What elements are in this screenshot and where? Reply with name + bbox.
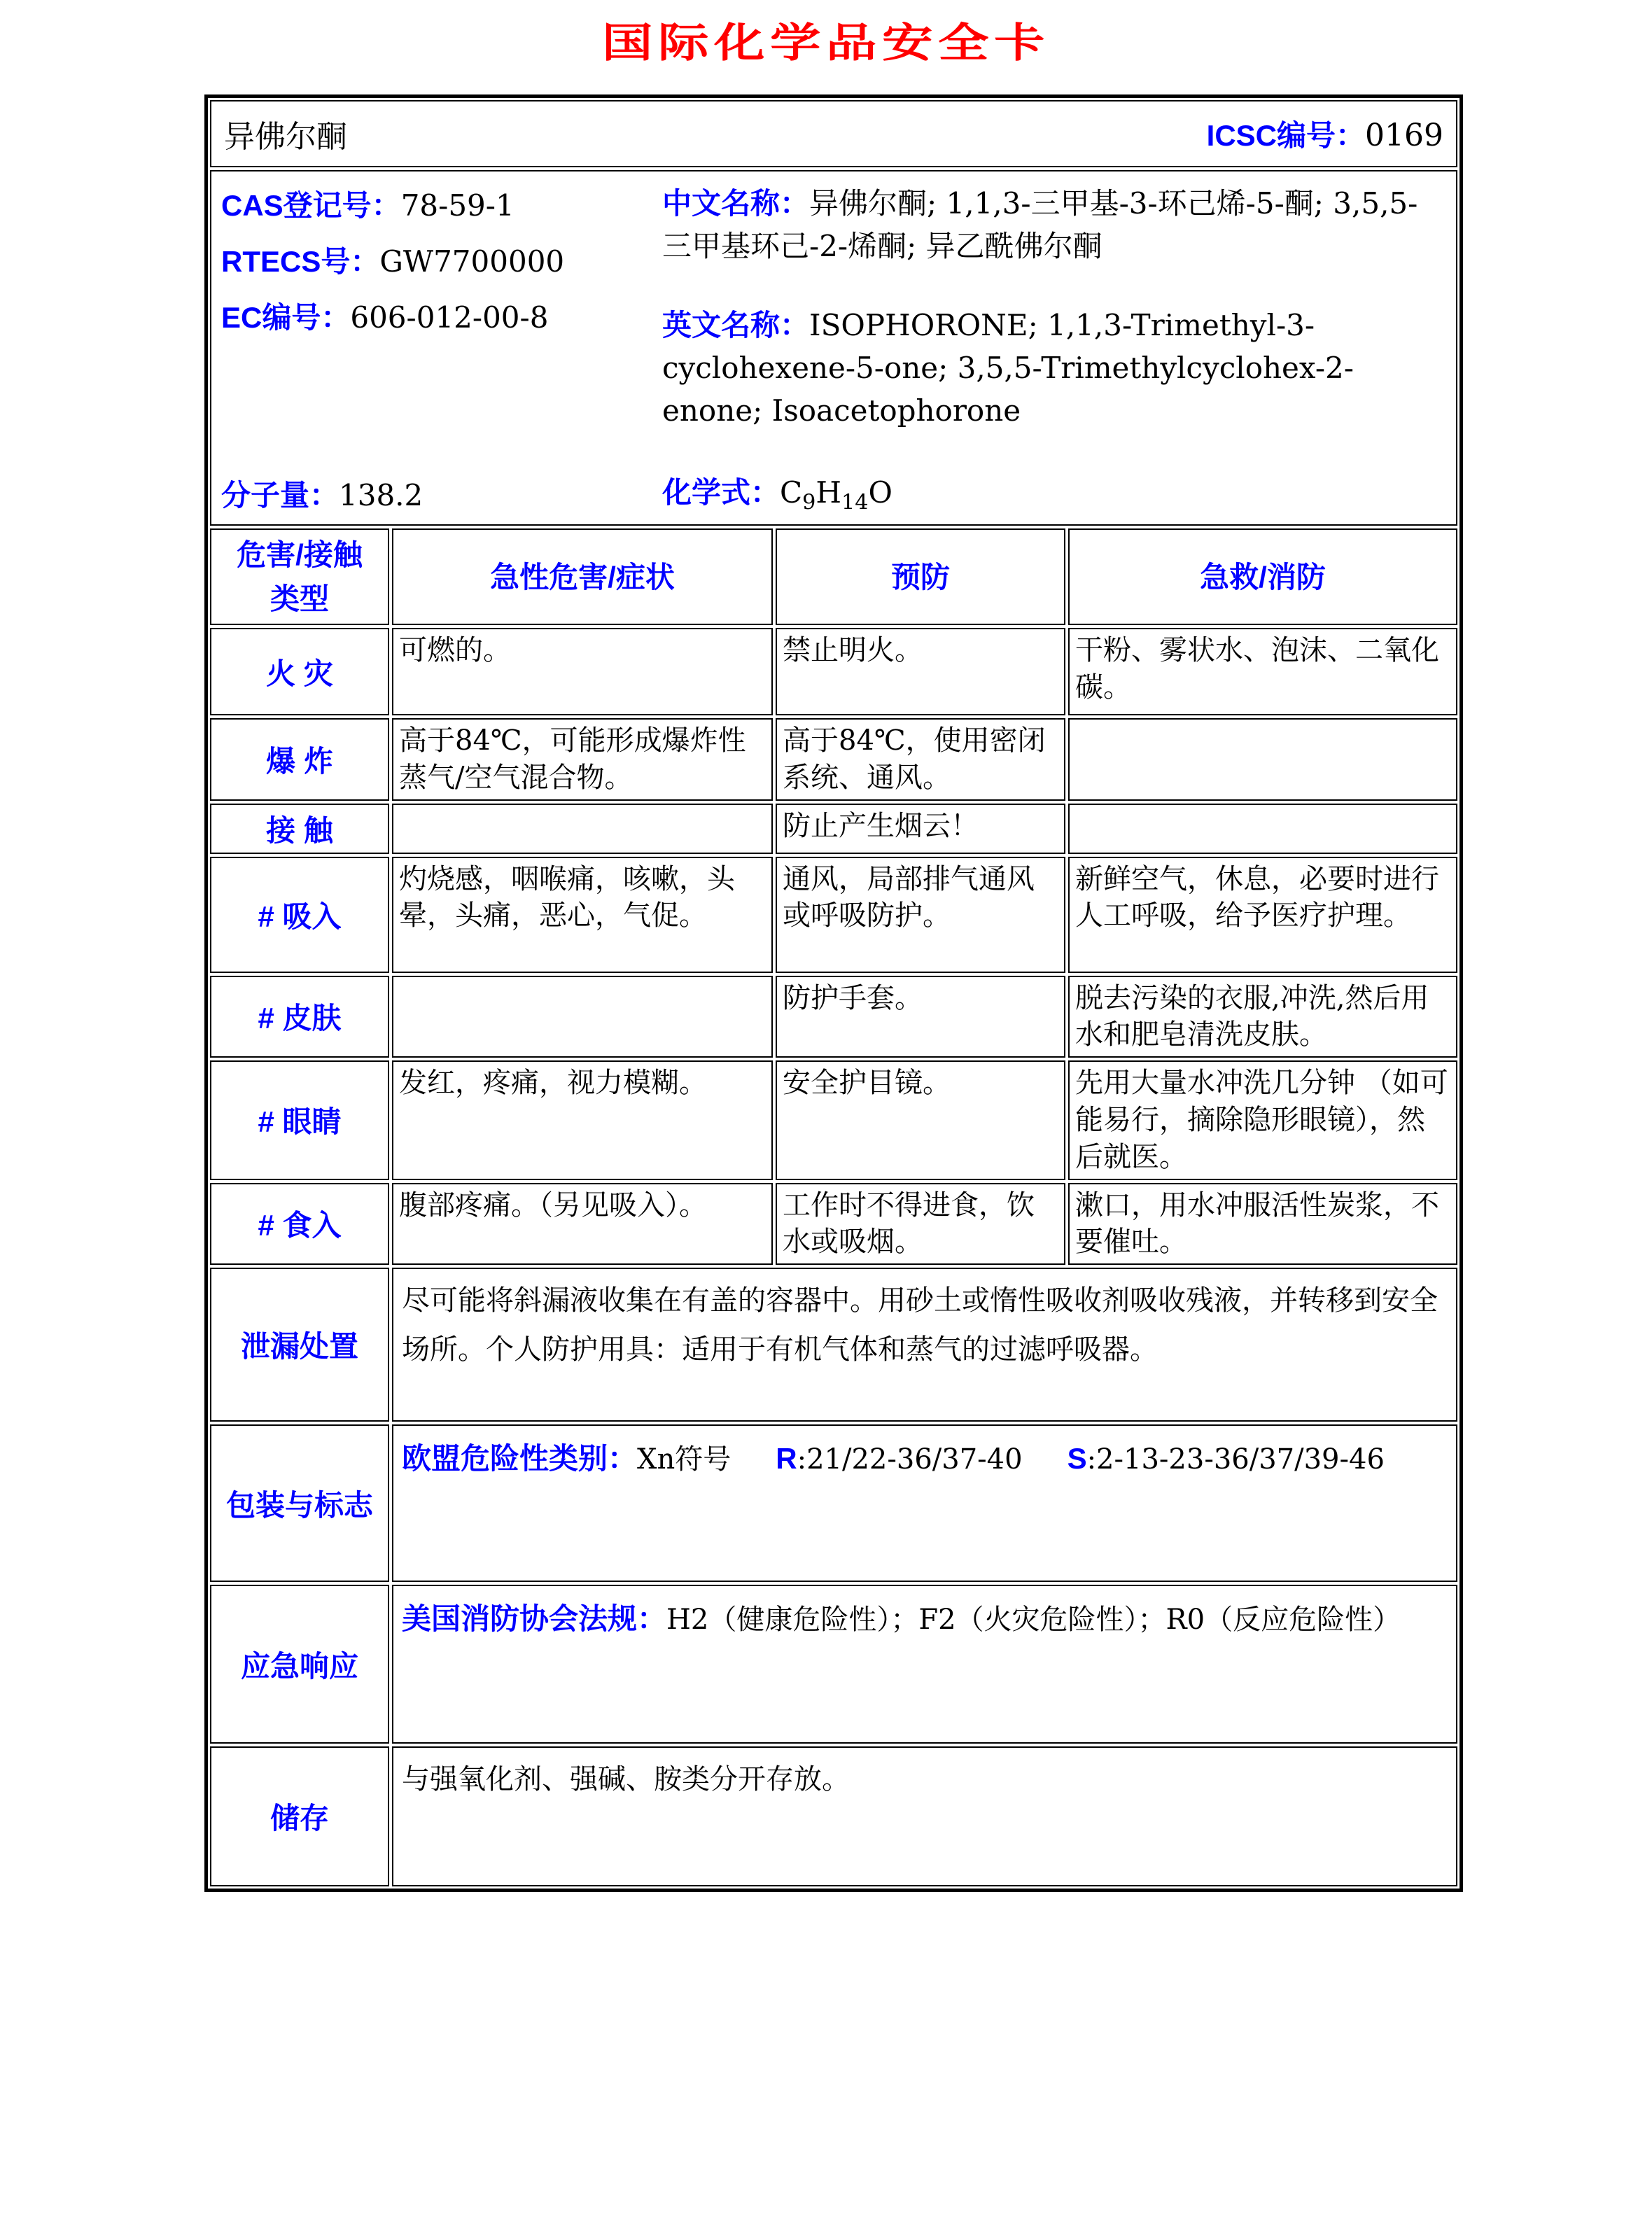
- fire-firstaid-cell: 干粉、雾状水、泡沫、二氧化碳。: [1068, 628, 1457, 715]
- s-phrases-value: :2-13-23-36/37/39-46: [1086, 1443, 1385, 1476]
- r-phrases-value: :21/22-36/37-40: [797, 1443, 1023, 1476]
- packaging-labelling-content: [392, 1424, 1457, 1582]
- emergency-response-content: [392, 1585, 1457, 1744]
- explosion-symptoms-cell: 高于84℃，可能形成爆炸性蒸气/空气混合物。: [392, 718, 773, 801]
- hazard-row-ingestion: [210, 1183, 1457, 1266]
- fire-prevention-cell: 禁止明火。: [776, 628, 1065, 715]
- s-phrases-label: S: [1067, 1442, 1087, 1476]
- section-row-storage: [210, 1746, 1457, 1886]
- exposure-firstaid-cell: [1068, 804, 1457, 854]
- r-phrases-label: R: [776, 1442, 797, 1476]
- skin-type-label: # 皮肤: [210, 976, 389, 1058]
- eyes-type-label: # 眼睛: [210, 1060, 389, 1179]
- chemical-formula-line: [662, 470, 1446, 514]
- cas-number-label: CAS登记号：: [221, 189, 401, 222]
- english-name-paragraph: [662, 304, 1446, 433]
- hazard-row-explosion: [210, 718, 1457, 801]
- english-name-value: ISOPHORONE; 1,1,3-Trimethyl-3-cyclohexene-5-one; 3,5,5-Trimethylcyclohex-2-enone; Isoacetophorone: [662, 307, 1354, 428]
- chemical-formula-value: $C_9H_{14}O$: [780, 475, 892, 514]
- skin-prevention-cell: 防护手套。: [776, 976, 1065, 1058]
- ec-number-value: 606-012-00-8: [350, 300, 549, 335]
- substance-header-row: [210, 100, 1457, 167]
- emergency-response-label: 应急响应: [210, 1585, 389, 1744]
- molecular-weight-value: 138.2: [339, 478, 424, 512]
- explosion-firstaid-cell: [1068, 718, 1457, 801]
- ingestion-type-label: # 食入: [210, 1183, 389, 1266]
- identification-cell: [210, 170, 1457, 526]
- hazard-row-eyes: [210, 1060, 1457, 1179]
- inhalation-symptoms-cell: 灼烧感，咽喉痛，咳嗽，头晕，头痛，恶心，气促。: [392, 857, 773, 973]
- eyes-symptoms-cell: 发红，疼痛，视力模糊。: [392, 1060, 773, 1179]
- molecular-weight-label: 分子量：: [221, 479, 340, 512]
- safety-card-table: [204, 94, 1463, 1892]
- section-row-spill-disposal: [210, 1268, 1457, 1422]
- storage-content: 与强氧化剂、强碱、胺类分开存放。: [392, 1746, 1457, 1886]
- page-title: 国际化学品安全卡: [601, 20, 1050, 66]
- substance-names: [662, 183, 1446, 517]
- chinese-name-paragraph: [662, 183, 1446, 268]
- cas-number-line: [221, 183, 662, 225]
- icsc-number-value: 0169: [1365, 118, 1443, 153]
- rtecs-number-line: [221, 239, 662, 281]
- inhalation-type-label: # 吸入: [210, 857, 389, 973]
- hazard-row-inhalation: [210, 857, 1457, 973]
- hazard-row-exposure: [210, 804, 1457, 854]
- inhalation-firstaid-cell: 新鲜空气，休息，必要时进行人工呼吸，给予医疗护理。: [1068, 857, 1457, 973]
- cas-number-value: 78-59-1: [400, 188, 514, 223]
- explosion-type-label: 爆 炸: [210, 718, 389, 801]
- substance-header-cell: [210, 100, 1457, 167]
- exposure-prevention-cell: 防止产生烟云！: [776, 804, 1065, 854]
- inhalation-prevention-cell: 通风，局部排气通风或呼吸防护。: [776, 857, 1065, 973]
- icsc-number-group: [1207, 113, 1443, 155]
- section-row-packaging-labelling: [210, 1424, 1457, 1582]
- fire-symptoms-cell: 可燃的。: [392, 628, 773, 715]
- ingestion-prevention-cell: 工作时不得进食，饮水或吸烟。: [776, 1183, 1065, 1266]
- spill-disposal-content: 尽可能将斜漏液收集在有盖的容器中。用砂土或惰性吸收剂吸收残液，并转移到安全场所。个人防护用具：适用于有机气体和蒸气的过滤呼吸器。: [392, 1268, 1457, 1422]
- spill-disposal-label: 泄漏处置: [210, 1268, 389, 1422]
- exposure-symptoms-cell: [392, 804, 773, 854]
- registry-numbers: [221, 183, 662, 517]
- header-prevention: 预防: [776, 528, 1065, 625]
- chinese-name-value: 异佛尔酮; 1,1,3-三甲基-3-环己烯-5-酮; 3,5,5-三甲基环己-2-烯酮; 异乙酰佛尔酮: [662, 186, 1418, 263]
- rtecs-number-label: RTECS号：: [221, 245, 380, 278]
- eyes-firstaid-cell: 先用大量水冲洗几分钟 （如可能易行，摘除隐形眼镜），然后就医。: [1068, 1060, 1457, 1179]
- nfpa-code-label: 美国消防协会法规：: [402, 1602, 667, 1636]
- explosion-prevention-cell: 高于84℃，使用密闭系统、通风。: [776, 718, 1065, 801]
- header-hazard-type: 危害/接触 类型: [210, 528, 389, 625]
- ec-number-label: EC编号：: [221, 301, 351, 334]
- rtecs-number-value: GW7700000: [379, 244, 565, 279]
- identification-row: [210, 170, 1457, 526]
- ec-number-line: [221, 295, 662, 337]
- ingestion-symptoms-cell: 腹部疼痛。（另见吸入）。: [392, 1183, 773, 1266]
- english-name-label: 英文名称：: [662, 308, 810, 342]
- eu-hazard-class-value: Xn符号: [637, 1443, 732, 1476]
- hazard-table-header-row: [210, 528, 1457, 625]
- exposure-type-label: 接 触: [210, 804, 389, 854]
- nfpa-code-value: H2（健康危险性）；F2（火灾危险性）；R0（反应危险性）: [666, 1604, 1401, 1637]
- hazard-row-skin: [210, 976, 1457, 1058]
- hazard-row-fire: [210, 628, 1457, 715]
- header-firstaid-firefighting: 急救/消防: [1068, 528, 1457, 625]
- eu-hazard-class-label: 欧盟危险性类别：: [402, 1442, 638, 1476]
- chemical-formula-label: 化学式：: [662, 475, 780, 509]
- fire-type-label: 火 灾: [210, 628, 389, 715]
- substance-name: 异佛尔酮: [224, 119, 347, 155]
- skin-firstaid-cell: 脱去污染的衣服,冲洗,然后用水和肥皂清洗皮肤。: [1068, 976, 1457, 1058]
- chinese-name-label: 中文名称：: [662, 187, 810, 220]
- storage-label: 储存: [210, 1746, 389, 1886]
- packaging-labelling-label: 包装与标志: [210, 1424, 389, 1582]
- eyes-prevention-cell: 安全护目镜。: [776, 1060, 1065, 1179]
- skin-symptoms-cell: [392, 976, 773, 1058]
- header-acute-hazards: 急性危害/症状: [392, 528, 773, 625]
- ingestion-firstaid-cell: 漱口，用水冲服活性炭浆，不要催吐。: [1068, 1183, 1457, 1266]
- section-row-emergency-response: [210, 1585, 1457, 1744]
- molecular-weight-line: [221, 472, 662, 514]
- icsc-number-label: ICSC编号：: [1206, 119, 1366, 152]
